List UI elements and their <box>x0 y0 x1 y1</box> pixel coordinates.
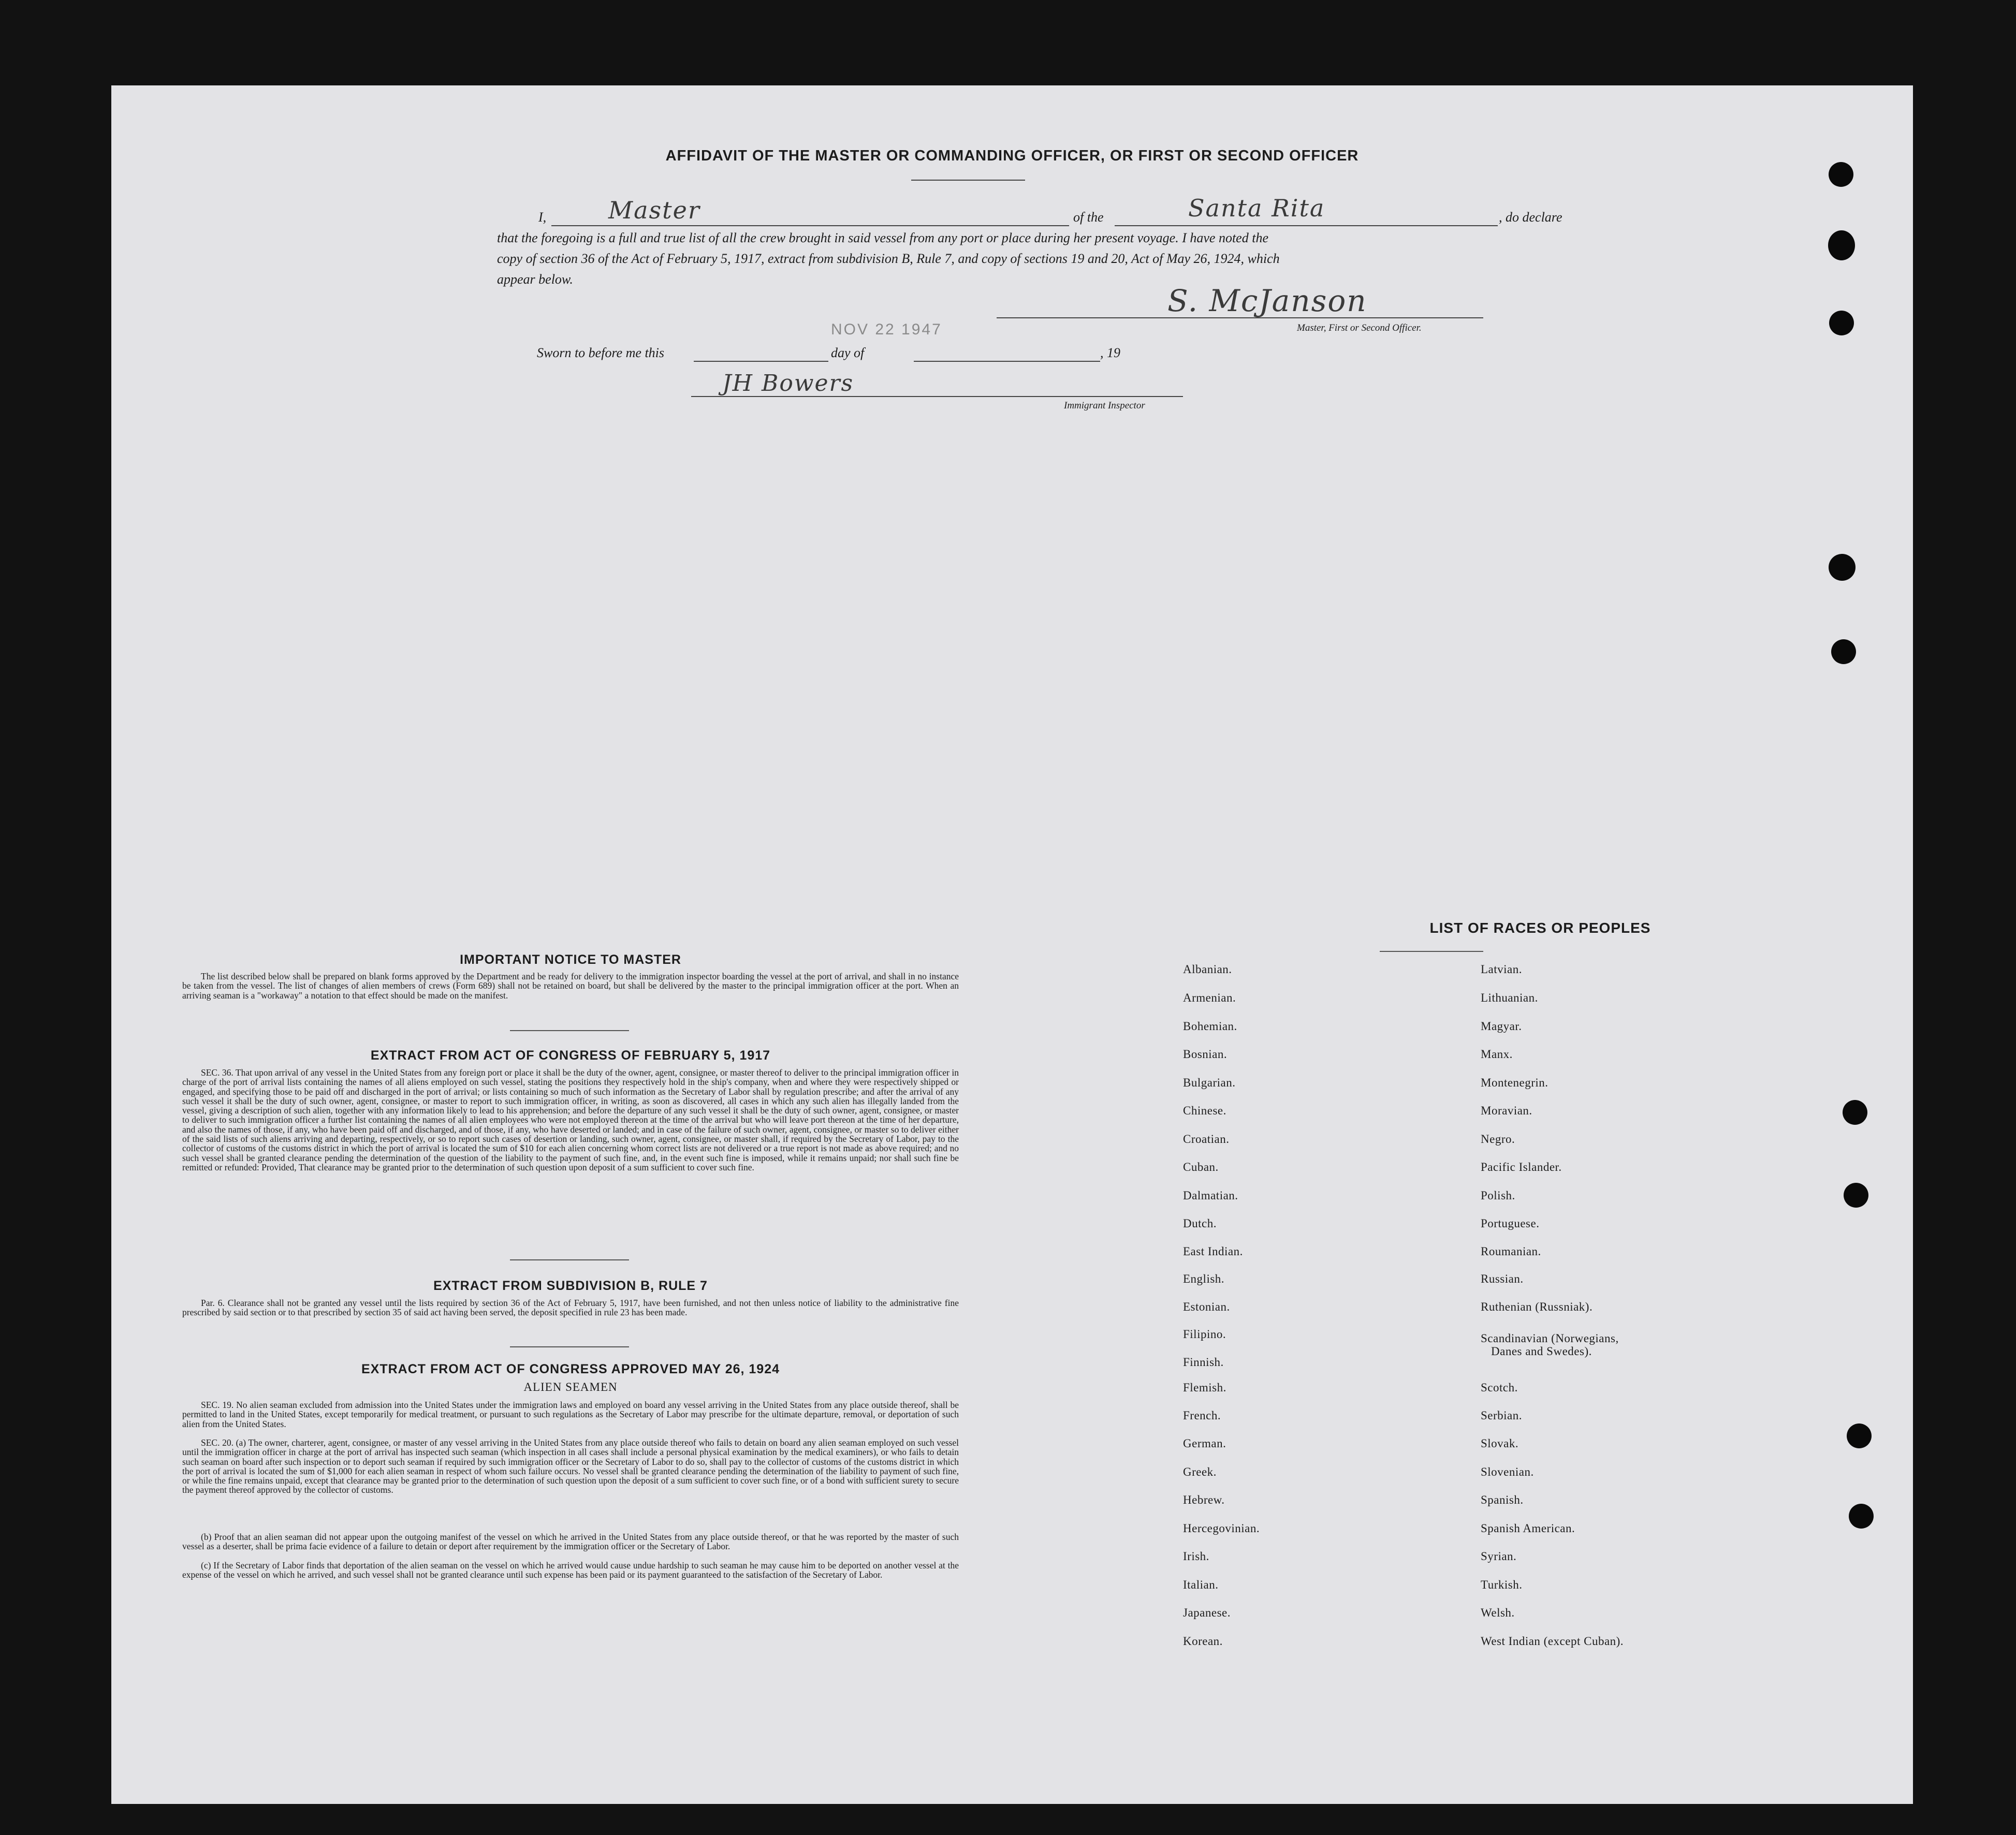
race-item: Latvian. <box>1481 963 1522 976</box>
alien-seamen-subtitle: ALIEN SEAMEN <box>523 1381 618 1393</box>
race-item: Cuban. <box>1183 1161 1219 1173</box>
race-item: Italian. <box>1183 1578 1219 1591</box>
race-item: Welsh. <box>1481 1606 1515 1619</box>
sworn-month-line <box>914 361 1100 362</box>
race-item: Armenian. <box>1183 991 1236 1004</box>
signature-label: Master, First or Second Officer. <box>1297 322 1422 333</box>
punch-hole <box>1829 554 1856 581</box>
race-item: Syrian. <box>1481 1550 1517 1563</box>
race-item: Croatian. <box>1183 1133 1230 1146</box>
race-item: Montenegrin. <box>1481 1076 1548 1089</box>
document-title: AFFIDAVIT OF THE MASTER OR COMMANDING OFFICER, OR FIRST OR SECOND OFFICER <box>665 148 1359 164</box>
name-blank-line <box>551 225 1069 226</box>
race-item: Greek. <box>1183 1465 1217 1478</box>
vessel-name-handwritten: Santa Rita <box>1188 194 1325 222</box>
inspector-label: Immigrant Inspector <box>1064 400 1145 411</box>
race-item: Filipino. <box>1183 1328 1226 1341</box>
punch-hole <box>1849 1504 1874 1529</box>
race-item: English. <box>1183 1272 1225 1285</box>
extract-1924-title: EXTRACT FROM ACT OF CONGRESS APPROVED MAY 26, 1924 <box>361 1362 780 1376</box>
race-item: Flemish. <box>1183 1381 1226 1394</box>
extract-1917-title: EXTRACT FROM ACT OF CONGRESS OF FEBRUARY 5, 1917 <box>370 1048 771 1063</box>
race-item: Finnish. <box>1183 1356 1224 1369</box>
punch-hole <box>1843 1100 1867 1125</box>
divider <box>510 1259 629 1260</box>
affidavit-text-line-1: that the foregoing is a full and true list of all the crew brought in said vessel from any port or place during her present voyage. I have noted the <box>497 230 1268 245</box>
affidavit-text-line-3: appear below. <box>497 272 573 287</box>
of-the-label: of the <box>1073 210 1104 225</box>
race-item: Chinese. <box>1183 1104 1226 1117</box>
notice-body: The list described below shall be prepared on blank forms approved by the Department and be ready for delivery to the immigration inspector boarding the vessel at the port of arrival, and shall in no instance be taken from the vessel. The list of changes of alien members of crews (Form 689) shall not be retained on board, but shall be delivered by the master to the principal immigration officer at the port. When an arriving seaman is a "workaway" a notation to that effect should be made on the manifest. <box>182 971 959 1001</box>
race-item: Danes and Swedes). <box>1491 1345 1592 1358</box>
master-signature: S. McJanson <box>1167 283 1367 318</box>
race-item: Albanian. <box>1183 963 1232 976</box>
race-item: Japanese. <box>1183 1606 1231 1619</box>
race-item: Slovenian. <box>1481 1465 1534 1478</box>
punch-hole <box>1829 162 1853 187</box>
race-item: Dalmatian. <box>1183 1189 1238 1202</box>
race-item: Irish. <box>1183 1550 1209 1563</box>
race-item: West Indian (except Cuban). <box>1481 1635 1624 1648</box>
vessel-blank-line <box>1115 225 1498 226</box>
extract-1917-body: SEC. 36. That upon arrival of any vessel in the United States from any foreign port or place it shall be the duty of the owner, agent, consignee, or master thereof to deliver to the principal immigration officer in charge of the port of arrival lists containing the names of all aliens employed on such vessel, stating the positions they respectively hold in the ship's company, when and where they were respectively shipped or engaged, and specifying those to be paid off and discharged in the port of arrival; or lists containing so much of such information as the Secretary of Labor shall by regulation prescribe; and after the arrival of any such vessel it shall be the duty of such owner, agent, consignee, or master to report to such immigration officer, in writing, as soon as discovered, all cases in which any such alien has illegally landed from the vessel, giving a description of such alien, together with any information likely to lead to his apprehension; and before the departure of any such vessel it shall be the duty of such owner, agent, consignee, or master to deliver to such immigration officer a further list containing the names of all alien employees who were not employed thereon at the time of the arrival but who will leave port thereon at the time of her departure, and also the names of those, if any, who have been paid off and discharged, and of those, if any, who have deserted or landed; and in case of the failure of such owner, agent, consignee, or master so to deliver either of the said lists of such aliens arriving and departing, respectively, or so to report such cases of desertion or landing, such owner, agent, consignee, or master shall, if required by the Secretary of Labor, pay to the collector of customs of the customs district in which the port of arrival is located the sum of $10 for each alien concerning whom correct lists are not delivered or a true report is not made as above required; and no such vessel shall be granted clearance pending the determination of the question of the liability to the payment of such fine, and, in the event such fine is imposed, while it remains unpaid; nor shall such fine be remitted or refunded: Provided, That clearance may be granted prior to the determination of such question upon deposit of a sum sufficient to cover such fine. <box>182 1067 959 1172</box>
punch-hole <box>1828 230 1855 260</box>
rule-7-title: EXTRACT FROM SUBDIVISION B, RULE 7 <box>433 1279 708 1293</box>
race-item: Slovak. <box>1481 1437 1519 1450</box>
race-item: Russian. <box>1481 1272 1524 1285</box>
race-item: German. <box>1183 1437 1226 1450</box>
race-item: Bohemian. <box>1183 1020 1237 1033</box>
sec-19-text: SEC. 19. No alien seaman excluded from admission into the United States under the immigration laws and employed on board any vessel arriving in the United States from any place outside thereof, shall be permitted to land in the United States, except temporarily for medical treatment, or pursuant to such regulations as the Secretary of Labor may prescribe for the ultimate departure, removal, or deportation of such alien from the United States. <box>182 1400 959 1429</box>
do-declare-label: , do declare <box>1499 210 1562 225</box>
divider <box>510 1346 629 1347</box>
race-item: Estonian. <box>1183 1300 1230 1313</box>
race-item: Spanish. <box>1481 1493 1524 1506</box>
races-list-title: LIST OF RACES OR PEOPLES <box>1429 920 1651 936</box>
race-item: East Indian. <box>1183 1245 1243 1258</box>
sworn-day-line <box>694 361 828 362</box>
race-item: Moravian. <box>1481 1104 1532 1117</box>
race-item: Polish. <box>1481 1189 1515 1202</box>
punch-hole <box>1844 1183 1868 1208</box>
master-name-handwritten: Master <box>608 196 700 224</box>
race-item: Lithuanian. <box>1481 991 1538 1004</box>
race-item: Magyar. <box>1481 1020 1522 1033</box>
notice-title: IMPORTANT NOTICE TO MASTER <box>460 952 681 967</box>
punch-hole <box>1847 1423 1872 1448</box>
punch-hole <box>1831 639 1856 664</box>
inspector-signature: JH Bowers <box>722 370 854 397</box>
year-label: , 19 <box>1100 345 1120 360</box>
signature-line <box>997 317 1483 318</box>
race-item: Bulgarian. <box>1183 1076 1236 1089</box>
race-item: Manx. <box>1481 1048 1513 1061</box>
race-item: Portuguese. <box>1481 1217 1540 1230</box>
race-item: Scotch. <box>1481 1381 1518 1394</box>
race-item: Korean. <box>1183 1635 1223 1648</box>
races-title-underline <box>1380 951 1483 952</box>
sworn-label: Sworn to before me this <box>537 345 665 360</box>
race-item: Pacific Islander. <box>1481 1161 1562 1173</box>
race-item: Dutch. <box>1183 1217 1217 1230</box>
affidavit-text-line-2: copy of section 36 of the Act of February 5, 1917, extract from subdivision B, Rule 7, and copy of sections 19 and 20, Act of May 26, 1924, which <box>497 251 1280 266</box>
punch-hole <box>1829 311 1854 335</box>
race-item: Roumanian. <box>1481 1245 1541 1258</box>
sec-20c-text: (c) If the Secretary of Labor finds that deportation of the alien seaman on the vessel on which he arrived would cause undue hardship to such seaman he may cause him to be deported on another vessel at the expense of the vessel on which he arrived, and such vessel shall not be granted clearance until such expense has been paid or its payment guaranteed to the satisfaction of the Secretary of Labor. <box>182 1560 959 1580</box>
race-item: Hercegovinian. <box>1183 1522 1260 1535</box>
race-item: Negro. <box>1481 1133 1515 1146</box>
title-underline <box>911 180 1025 181</box>
race-item: Turkish. <box>1481 1578 1523 1591</box>
inspector-signature-line <box>691 396 1183 397</box>
race-item: Hebrew. <box>1183 1493 1225 1506</box>
document-page <box>111 85 1913 1804</box>
sec-20b-text: (b) Proof that an alien seaman did not appear upon the outgoing manifest of the vessel on which he arrived in the United States from any place outside thereof, or that he was reported by the master of such vessel as a deserter, shall be prima facie evidence of a failure to detain or deport after requirement by the immigration officer or the Secretary of Labor. <box>182 1532 959 1552</box>
date-stamp: NOV 22 1947 <box>831 321 942 338</box>
divider <box>510 1030 629 1031</box>
race-item: Ruthenian (Russniak). <box>1481 1300 1593 1313</box>
race-item: Serbian. <box>1481 1409 1523 1422</box>
race-item: Bosnian. <box>1183 1048 1228 1061</box>
rule-7-body: Par. 6. Clearance shall not be granted any vessel until the lists required by section 36 of the Act of February 5, 1917, have been furnished, and not then unless notice of liability to the administrative fine prescribed by said section or to that prescribed by section 35 of said act having been served, the deposit specified in rule 23 has been made. <box>182 1298 959 1318</box>
day-of-label: day of <box>831 345 865 360</box>
race-item: Spanish American. <box>1481 1522 1575 1535</box>
race-item: Scandinavian (Norwegians, <box>1481 1332 1619 1345</box>
affidavit-intro: I, <box>538 210 547 225</box>
race-item: French. <box>1183 1409 1221 1422</box>
sec-20a-text: SEC. 20. (a) The owner, charterer, agent, consignee, or master of any vessel arriving in the United States from any place outside thereof who fails to detain on board any alien seaman employed on such vessel until the immigration officer in charge at the port of arrival has inspected such seaman (which inspection in all cases shall include a personal physical examination by the medical examiners), or who fails to detain such seaman on board after such inspection or to deport such seaman if required by such immigration officer or the Secretary of Labor to do so, shall pay to the collector of customs of the customs district in which the port of arrival is located the sum of $1,000 for each alien seaman in respect of whom such failure occurs. No vessel shall be granted clearance pending the determination of the liability to payment of such fine, or while the fine remains unpaid, except that clearance may be granted prior to the determination of such question upon the deposit of a sum sufficient to cover such fine, or of a bond with sufficient surety to secure the payment thereof approved by the collector of customs. <box>182 1437 959 1495</box>
